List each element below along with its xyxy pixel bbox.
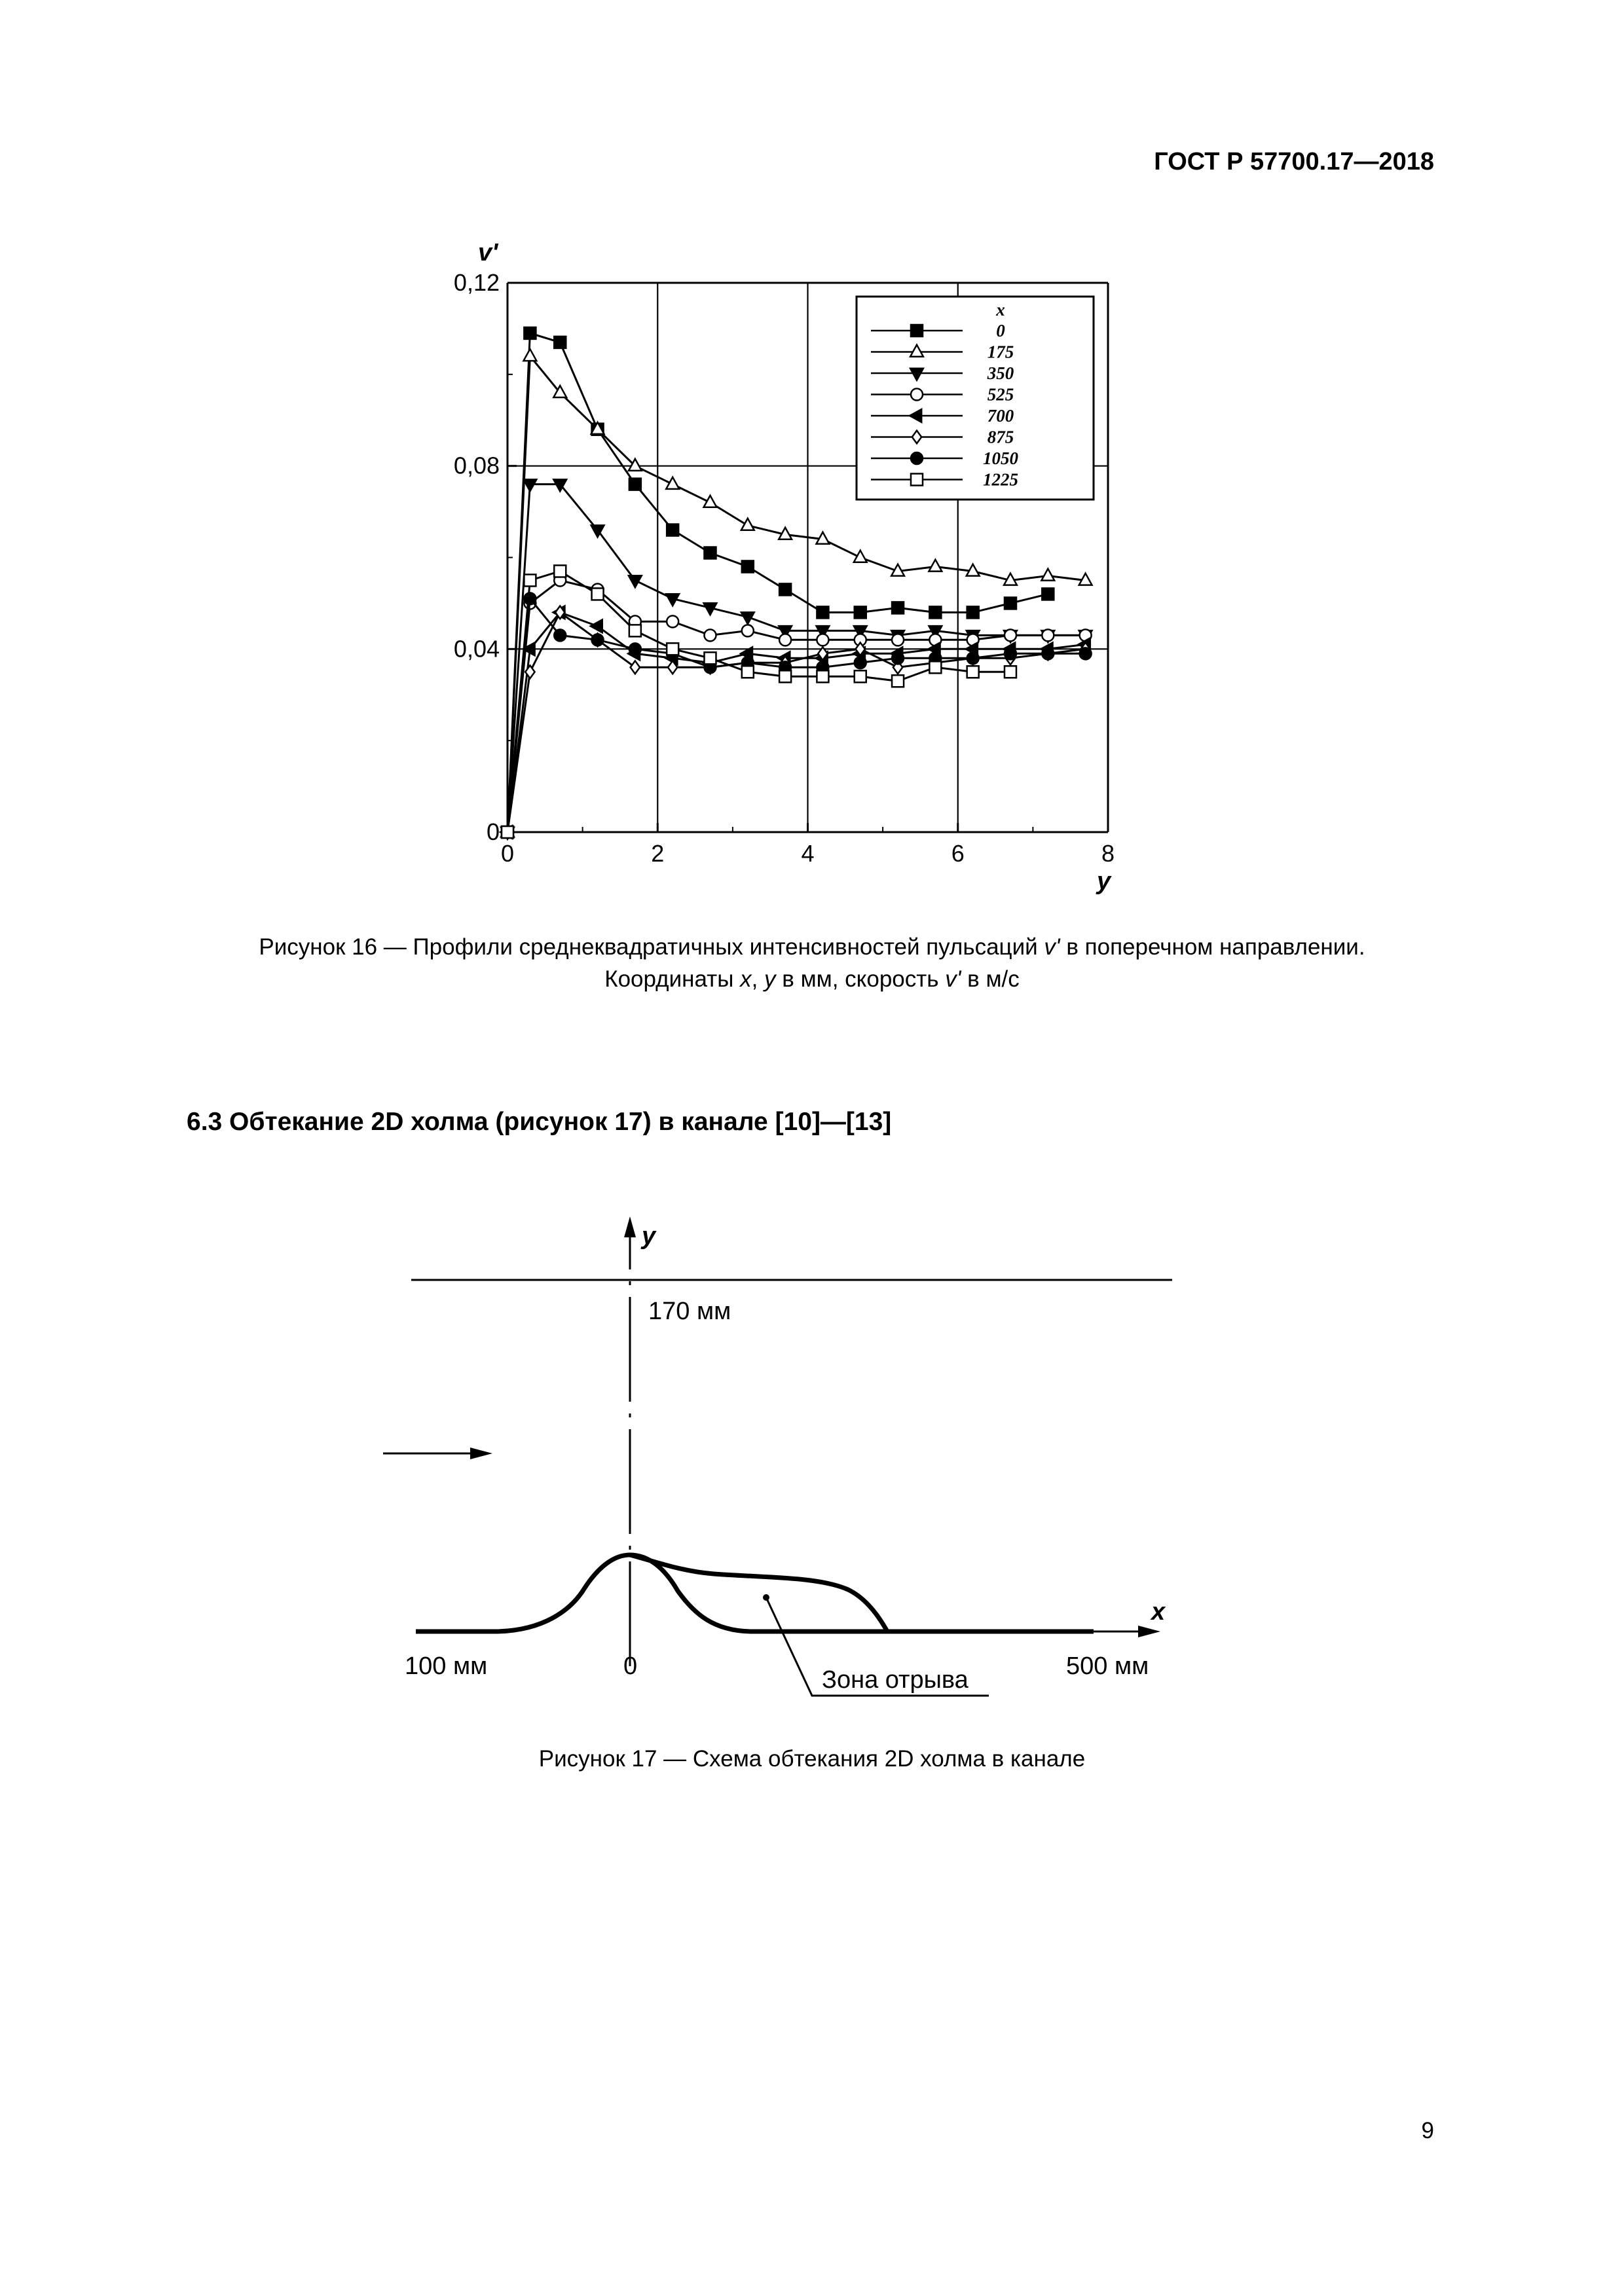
legend-label: 0 [996,321,1005,340]
legend-label: 350 [987,363,1014,383]
x-axis-label: y [1097,867,1111,895]
y-tick-label: 0,08 [453,452,500,479]
x-tick-label: 6 [951,840,965,867]
legend-label: 525 [987,384,1014,405]
section-title: 6.3 Обтекание 2D холма (рисунок 17) в канале [10]—[13] [187,1108,892,1136]
flow-direction-arrowhead [470,1448,492,1459]
document-number-header: ГОСТ Р 57700.17—2018 [1154,148,1434,175]
legend-title: x [996,300,1005,319]
figure-17-caption: Рисунок 17 — Схема обтекания 2D холма в канале [538,1746,1086,1772]
page-number: 9 [1421,2118,1434,2143]
x-tick-label: 0 [500,840,515,867]
legend-label: 1050 [983,448,1018,468]
y-tick-label: 0 [486,818,500,845]
legend-label: 700 [987,406,1014,426]
legend-label: 875 [987,427,1014,447]
x-tick-label: 4 [801,840,815,867]
legend-label: 175 [987,342,1014,362]
y-axis-label: y [642,1222,656,1250]
left-distance-label: 100 мм [405,1652,488,1680]
hill-profile [416,1555,1094,1631]
figure-16-caption-line-2: Координаты x, y в мм, скорость v' в м/с [604,966,1020,992]
y-tick-label: 0,04 [453,635,500,663]
x-tick-label: 8 [1101,840,1115,867]
x-axis-label: x [1151,1598,1166,1626]
y-tick-label: 0,12 [453,269,500,296]
legend-label: 1225 [983,469,1018,490]
height-label: 170 мм [648,1298,731,1325]
separation-zone-label: Зона отрыва [822,1666,969,1694]
figure-16-caption-line-1: Рисунок 16 — Профили среднеквадратичных интенсивностей пульсаций v' в поперечном направлении. [259,934,1365,960]
origin-label: 0 [623,1652,638,1680]
y-axis-arrow [624,1216,636,1237]
x-axis-arrow [1138,1626,1160,1637]
right-distance-label: 500 мм [1066,1652,1149,1680]
separation-zone-boundary [630,1555,887,1631]
x-tick-label: 2 [651,840,665,867]
y-axis-label: v' [478,239,498,266]
